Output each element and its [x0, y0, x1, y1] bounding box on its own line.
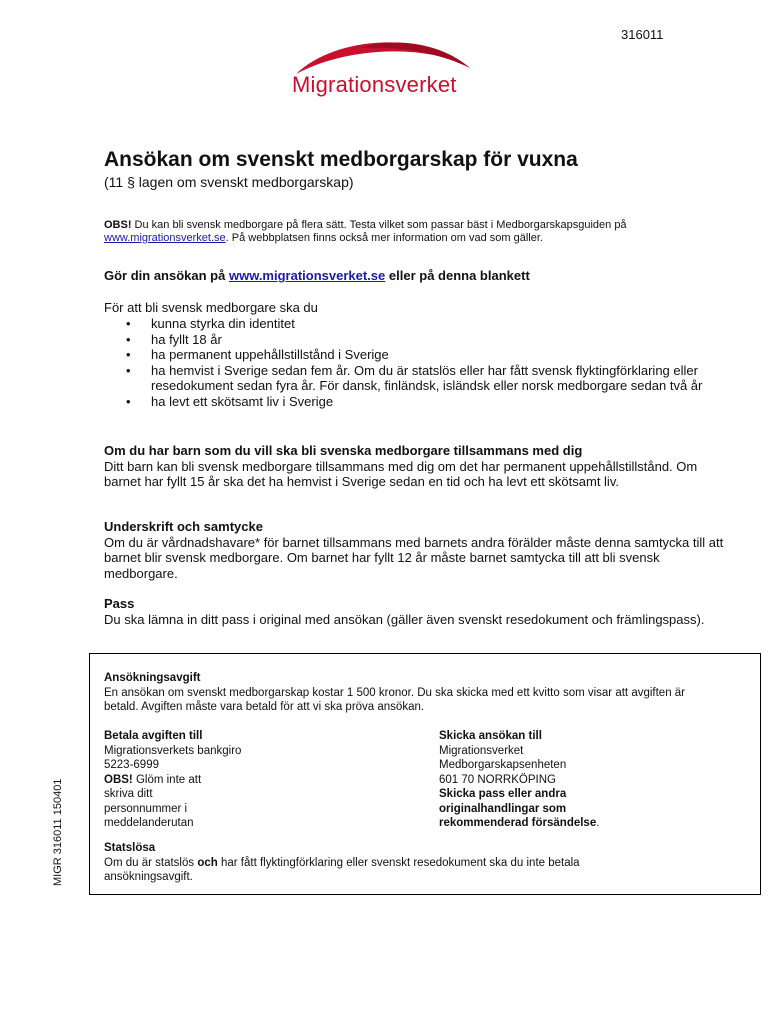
fee-text: En ansökan om svenskt medborgarskap kostar 1 500 kronor. Du ska skicka med ett kvitto som visar att avgiften är betald. Avgiften måste vara betald för att vi ska pröva ansökan. [104, 686, 686, 713]
list-item [104, 332, 724, 348]
requirements-intro: För att bli svensk medborgare ska du [104, 300, 318, 315]
send-to-section [439, 729, 639, 831]
requirement-text: ha hemvist i Sverige sedan fem år. Om du är statslös eller har fått svensk flyktingförklaring eller resedokument sedan fyra år. För dansk, finländsk, isländsk eller norsk medborgare sedan två år [151, 362, 703, 393]
form-number: 316011 [621, 27, 664, 42]
send-line-1: Migrationsverket [439, 744, 524, 757]
pay-obs-text-4: meddelanderutan [104, 817, 194, 829]
obs-text-2: . På webbplatsen finns också mer information om vad som gäller. [225, 232, 543, 244]
fee-heading: Ansökningsavgift [104, 672, 201, 684]
send-heading: Skicka ansökan till [439, 730, 542, 742]
apply-text-before: Gör din ansökan på [104, 268, 229, 283]
pay-line-2: 5223-6999 [104, 759, 159, 771]
bullet-icon: • [126, 347, 131, 362]
pay-obs [104, 773, 324, 788]
stateless-section [104, 841, 664, 885]
obs-website-link[interactable]: www.migrationsverket.se [104, 232, 226, 244]
bullet-icon: • [126, 316, 131, 331]
stateless-text-2: har fått flyktingförklaring eller svenskt resedokument ska du inte betala ansökningsavgift. [104, 856, 580, 883]
apply-heading [104, 268, 530, 283]
page-title: Ansökan om svenskt medborgarskap för vuxna [104, 148, 578, 171]
requirements-list [104, 316, 724, 409]
bullet-icon: • [126, 331, 131, 347]
children-section [104, 443, 724, 490]
stateless-text [104, 856, 664, 885]
passport-section [104, 596, 724, 627]
passport-text: Du ska lämna in ditt pass i original med ansökan (gäller även svenskt resedokument och främlingspass). [104, 611, 705, 627]
send-note-1: Skicka pass eller andra [439, 788, 567, 800]
consent-heading: Underskrift och samtycke [104, 519, 263, 534]
requirement-text: ha permanent uppehållstillstånd i Sverige [151, 347, 389, 362]
send-line-3: 601 70 NORRKÖPING [439, 773, 556, 786]
passport-heading: Pass [104, 596, 135, 611]
send-note-2: originalhandlingar som [439, 802, 567, 815]
pay-obs-text-2: skriva ditt [104, 788, 153, 800]
send-note-3-row [439, 816, 639, 831]
pay-obs-text-1: Glöm inte att [132, 773, 202, 786]
pay-line-1: Migrationsverkets bankgiro [104, 744, 242, 757]
apply-text-after: eller på denna blankett [385, 268, 530, 283]
bullet-icon: • [126, 393, 131, 409]
pay-obs-text-3: personnummer i [104, 802, 188, 815]
consent-section [104, 519, 724, 581]
send-note-3: rekommenderad försändelse [439, 817, 597, 829]
children-heading: Om du har barn som du vill ska bli svenska medborgare tillsammans med dig [104, 443, 583, 458]
pay-to-section [104, 729, 324, 831]
apply-website-link[interactable]: www.migrationsverket.se [228, 268, 386, 283]
requirement-text: ha levt ett skötsamt liv i Sverige [151, 393, 334, 409]
stateless-och: och [197, 856, 218, 869]
requirement-text: kunna styrka din identitet [151, 316, 295, 331]
obs-text-1: Du kan bli svensk medborgare på flera sätt. Testa vilket som passar bäst i Medborgarskapsguiden på [131, 219, 627, 231]
consent-text: Om du är vårdnadshavare* för barnet tillsammans med barnets andra förälder måste denna samtycka till att barnet blir svensk medborgare. Om barnet har fyllt 12 år måste barnet samtycka till att bli svensk medborgare. [104, 534, 724, 581]
list-item [104, 363, 724, 394]
obs-label: OBS! [104, 219, 132, 231]
logo-text: Migrationsverket [292, 72, 457, 97]
pay-heading: Betala avgiften till [104, 730, 203, 742]
send-note-end: . [596, 817, 600, 829]
bullet-icon: • [126, 362, 131, 378]
form-side-code: MIGR 316011 150401 [52, 778, 64, 886]
list-item [104, 394, 724, 410]
obs-notice [104, 219, 674, 245]
children-text: Ditt barn kan bli svensk medborgare tillsammans med dig om det har permanent uppehållstillstånd. Om barnet har fyllt 15 år ska det ha hemvist i Sverige sedan en tid och ha levt ett skötsamt liv. [104, 458, 698, 489]
fee-section [104, 671, 704, 715]
list-item [104, 316, 724, 332]
stateless-heading: Statslösa [104, 842, 156, 854]
send-line-2: Medborgarskapsenheten [439, 759, 567, 771]
pay-obs-label: OBS! [104, 773, 133, 786]
requirement-text: ha fyllt 18 år [151, 331, 222, 347]
page-subtitle: (11 § lagen om svenskt medborgarskap) [104, 174, 354, 190]
list-item [104, 347, 724, 363]
stateless-text-1: Om du är statslös [104, 856, 198, 869]
